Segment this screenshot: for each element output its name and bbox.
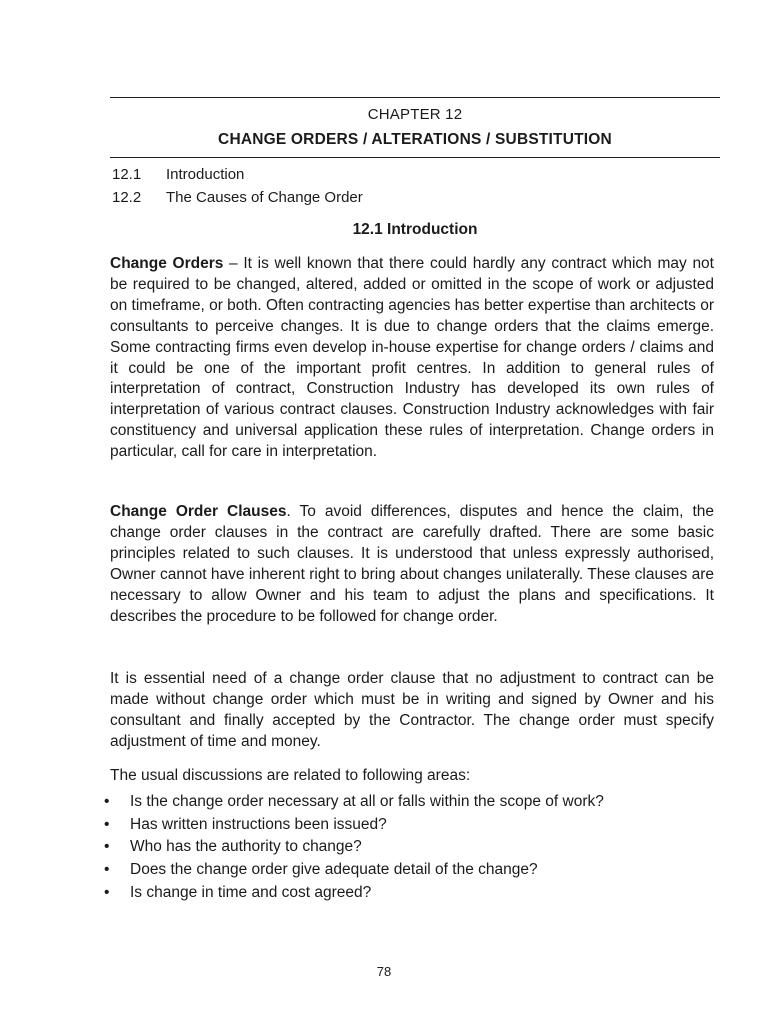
chapter-title: CHANGE ORDERS / ALTERATIONS / SUBSTITUTION [218, 131, 612, 148]
title-rule [110, 157, 720, 158]
toc-item [112, 186, 712, 209]
paragraph-discussions-intro: The usual discussions are related to following areas: [110, 767, 471, 784]
paragraph-text: – It is well known that there could hardly any contract which may not be required to be changed, altered, added or omitted in the scope of work or adjusted on timeframe, or both. Often contracting agencies has better expertise than architects or consultants to perceive changes. It is due to change orders that the claims emerge. Some contracting firms even develop in-house expertise for change orders / claims and it could be one of the important profit centres. In addition to general rules of interpretation of contract, Construction Industry has developed its own rules of interpretation of various contract clauses. Construction Industry acknowledges with fair constituency and universal application these rules of interpretation. Change orders in particular, call for care in interpretation. [110, 255, 714, 461]
bullet-icon: • [104, 861, 110, 879]
section-heading: 12.1 Introduction [352, 221, 478, 238]
list-item [104, 791, 714, 814]
paragraph-text: . To avoid differences, disputes and hence the claim, the change order clauses in the contract are carefully drafted. There are some basic principles related to such clauses. It is understood that unless expressly authorised, Owner cannot have inherent right to bring about changes unilaterally. These clauses are necessary to allow Owner and his team to adjust the plans and specifications. It describes the procedure to be followed for change order. [110, 503, 715, 625]
list-item [104, 814, 714, 837]
toc-item-title: Introduction [166, 166, 245, 183]
list-item [104, 859, 714, 882]
bullet-icon: • [104, 793, 110, 810]
list-item-text: Has written instructions been issued? [130, 815, 387, 833]
chapter-label: CHAPTER 12 [367, 106, 463, 123]
list-item-text: Is the change order necessary at all or falls within the scope of work? [130, 793, 604, 810]
page-number: 78 [376, 964, 392, 979]
list-item-text: Is change in time and cost agreed? [130, 883, 372, 901]
paragraph-essential-need: It is essential need of a change order clause that no adjustment to contract can be made without change order which must be in writing and signed by Owner and his consultant and finally accepted by the Contractor. The change order must specify adjustment of time and money. [110, 670, 714, 750]
paragraph-change-order-clauses [110, 502, 714, 627]
paragraph-lead: Change Orders [110, 255, 224, 272]
list-item-text: Who has the authority to change? [130, 838, 362, 856]
toc-item-number: 12.2 [112, 189, 142, 206]
list-item-text: Does the change order give adequate detail of the change? [130, 861, 538, 879]
paragraph-change-orders [110, 254, 714, 463]
toc-item-number: 12.1 [112, 166, 142, 183]
bullet-icon: • [104, 815, 110, 833]
paragraph-lead: Change Order Clauses [110, 503, 287, 520]
top-rule [110, 97, 720, 98]
table-of-contents [112, 163, 712, 209]
bullet-icon: • [104, 838, 110, 856]
discussion-areas-list [104, 791, 714, 905]
toc-item [112, 163, 712, 186]
bullet-icon: • [104, 883, 110, 901]
list-item [104, 882, 714, 905]
toc-item-title: The Causes of Change Order [166, 189, 363, 206]
list-item [104, 836, 714, 859]
